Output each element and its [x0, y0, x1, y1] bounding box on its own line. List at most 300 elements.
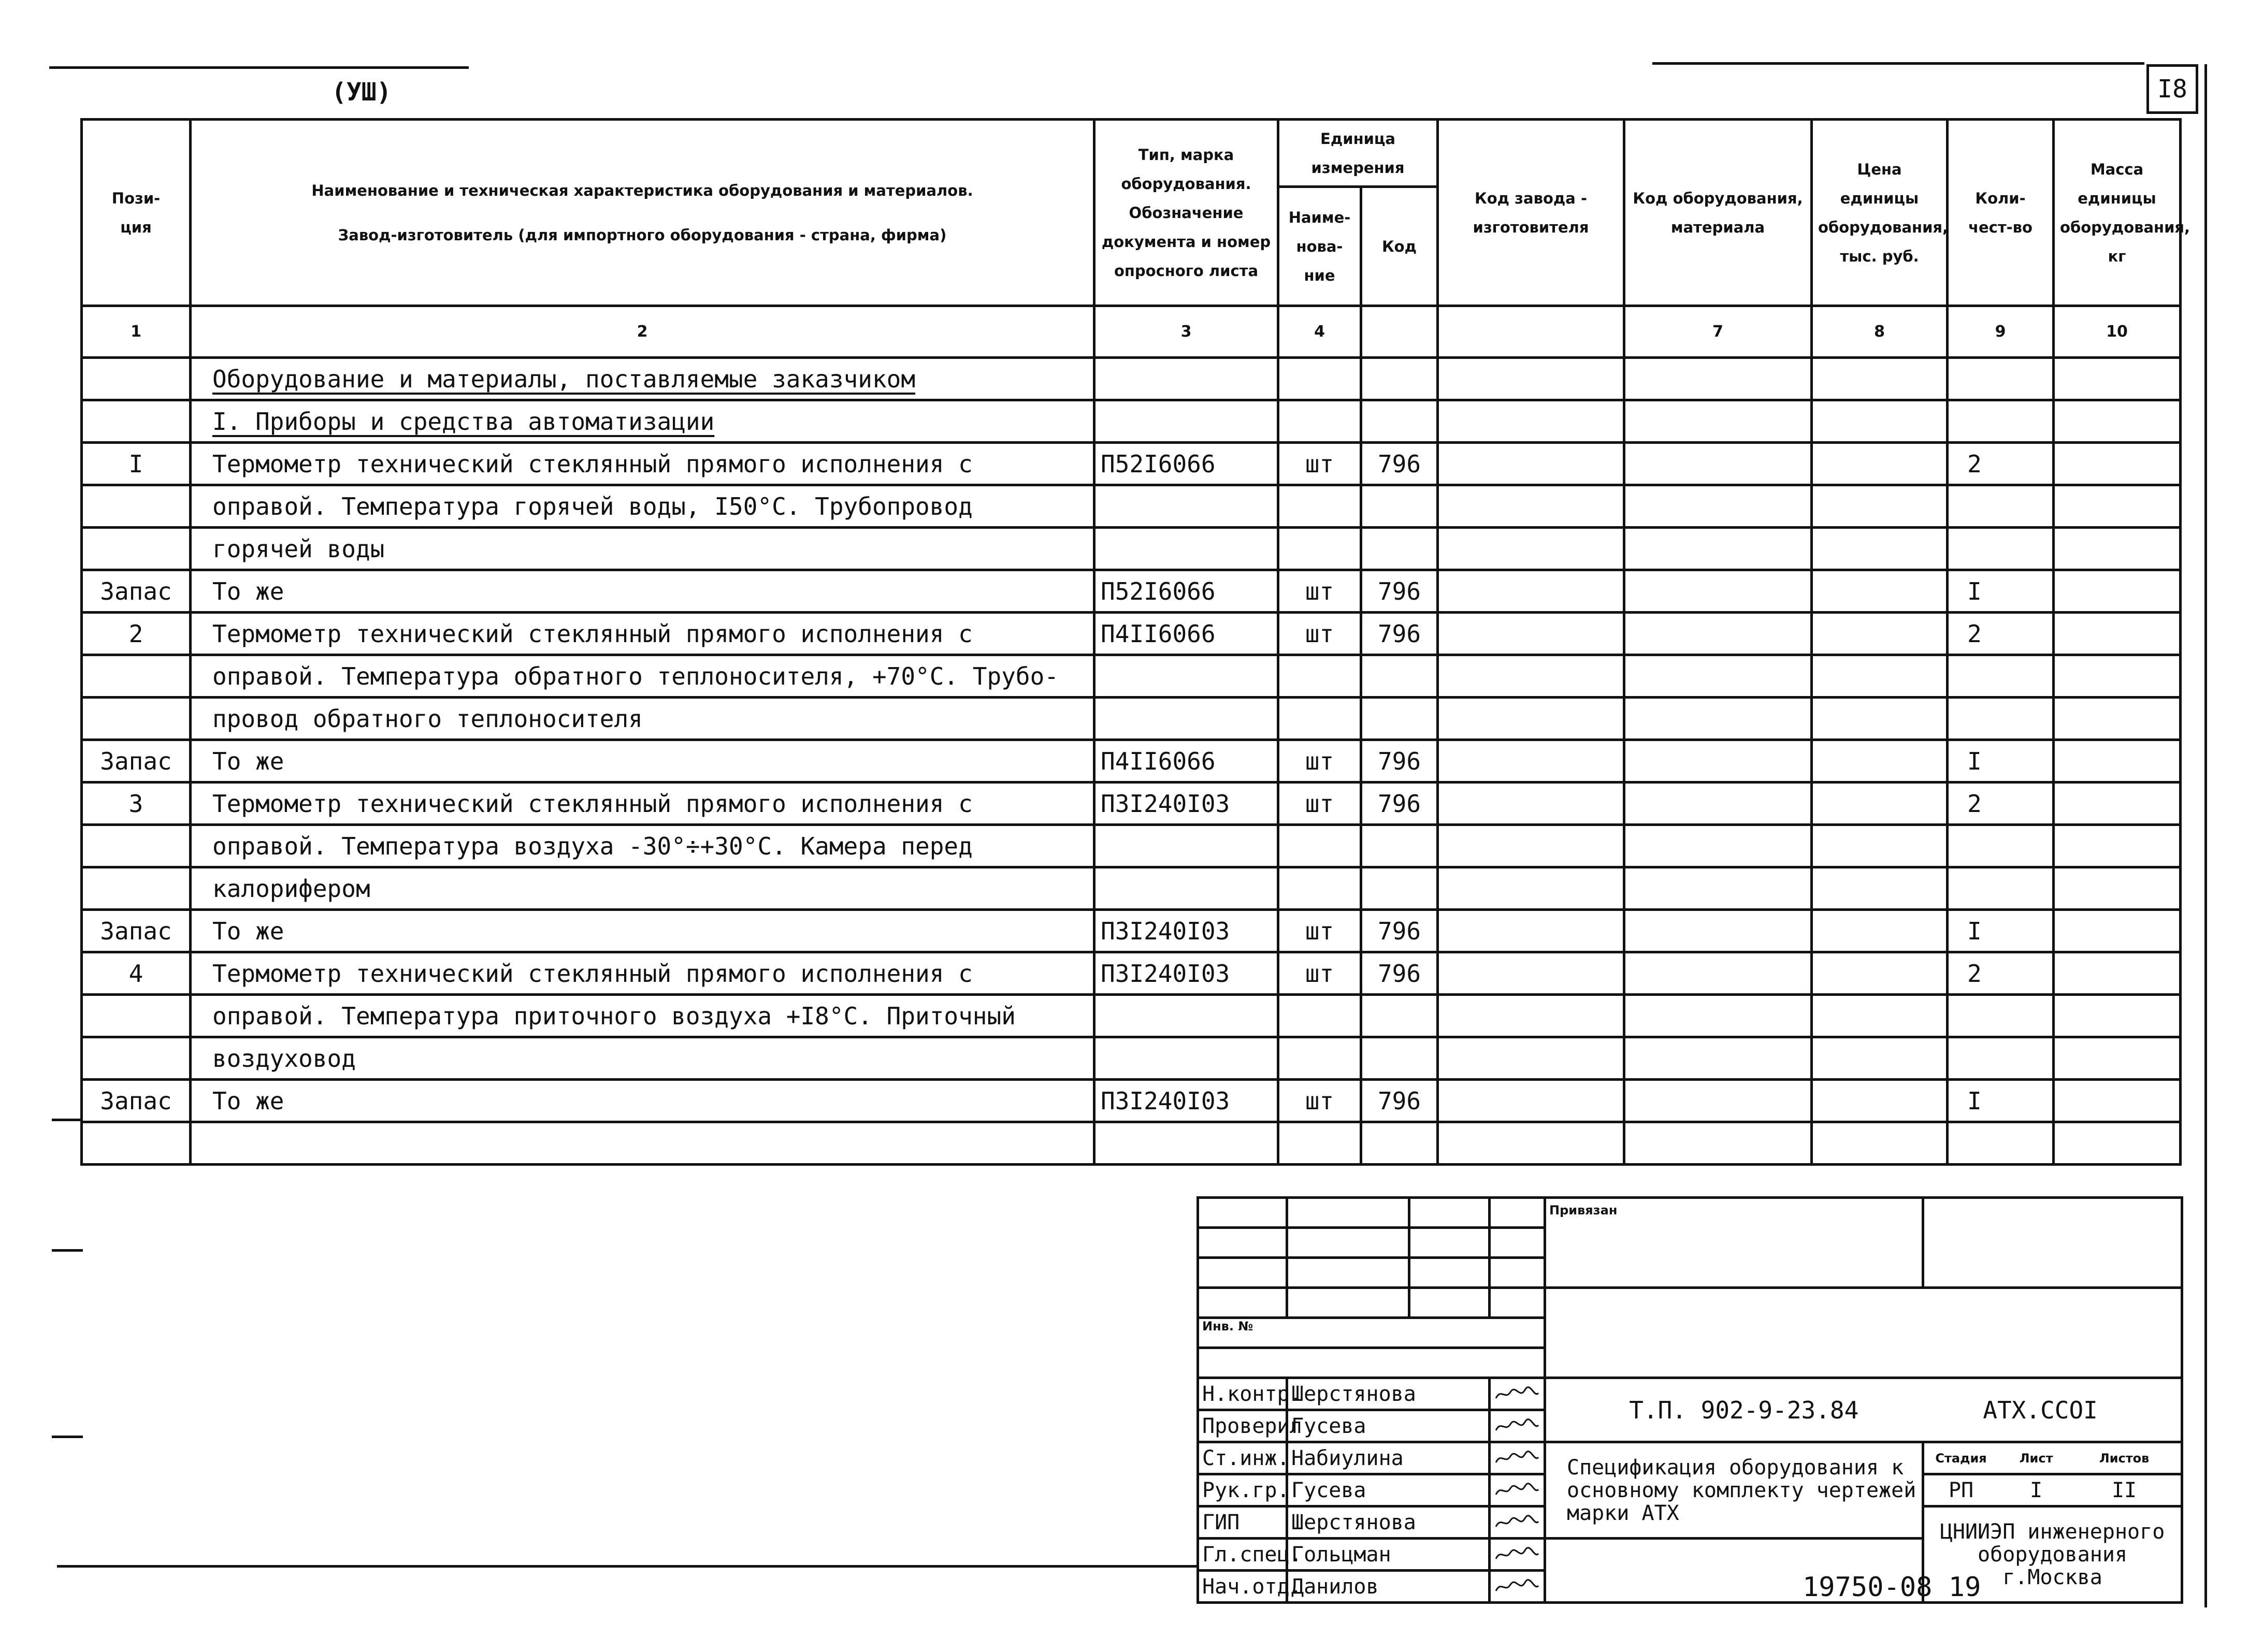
signature-name: Набиулина — [1287, 1442, 1490, 1474]
title-block — [1197, 1196, 2183, 1604]
signature-role: Нач.отд. — [1198, 1571, 1287, 1603]
row-description-text: То же — [212, 747, 284, 775]
row-plant-code — [1438, 995, 1624, 1037]
drawing-code: АТХ.ССОI — [1983, 1396, 2098, 1424]
signature-role: Проверил — [1198, 1410, 1287, 1442]
row-unit-code — [1361, 400, 1438, 443]
row-description-text: горячей воды — [212, 534, 385, 563]
row-position-text: Запас — [100, 1086, 172, 1115]
row-type — [1094, 1122, 1278, 1165]
row-unit — [1278, 570, 1361, 613]
row-type — [1094, 825, 1278, 867]
row-description — [191, 485, 1094, 528]
row-position — [82, 443, 191, 485]
row-plant-code — [1438, 867, 1624, 910]
table-row — [82, 698, 2181, 740]
row-equipment-code — [1624, 995, 1812, 1037]
row-type — [1094, 698, 1278, 740]
signature-mark — [1490, 1506, 1545, 1539]
row-position — [82, 1080, 191, 1122]
table-row — [82, 570, 2181, 613]
sheet-value: I — [2030, 1478, 2043, 1502]
row-position — [82, 910, 191, 952]
table-row — [82, 528, 2181, 570]
row-plant-code — [1438, 825, 1624, 867]
row-unit-text: шт — [1305, 1086, 1334, 1115]
row-type-text: П3I240I03 — [1101, 917, 1230, 945]
stamp-codes — [1545, 1378, 2182, 1442]
column-number: 2 — [191, 306, 1094, 358]
row-position-text: 4 — [128, 959, 143, 988]
row-unit-code-text: 796 — [1377, 450, 1421, 478]
signature-mark — [1490, 1571, 1545, 1603]
header-unit-group: Единица измерения — [1278, 120, 1438, 187]
left-tick-3 — [52, 1436, 83, 1438]
stamp-inv-no — [1198, 1318, 1545, 1348]
row-unit-code — [1361, 995, 1438, 1037]
row-type-text: П3I240I03 — [1101, 959, 1230, 988]
row-position-text: Запас — [100, 577, 172, 605]
table-row — [82, 995, 2181, 1037]
table-row — [82, 740, 2181, 782]
row-price — [1812, 825, 1948, 867]
signature-role: Ст.инж. — [1198, 1442, 1287, 1474]
row-mass — [2054, 655, 2181, 698]
row-plant-code — [1438, 698, 1624, 740]
row-unit — [1278, 825, 1361, 867]
stamp-privyazan — [1545, 1198, 1923, 1288]
row-unit-code-text: 796 — [1377, 959, 1421, 988]
row-plant-code — [1438, 1037, 1624, 1080]
table-row — [82, 952, 2181, 995]
column-number — [1438, 306, 1624, 358]
row-mass — [2054, 995, 2181, 1037]
row-equipment-code — [1624, 782, 1812, 825]
signature-scribble-icon — [1494, 1449, 1540, 1468]
signature-scribble-icon — [1494, 1545, 1540, 1564]
row-position — [82, 698, 191, 740]
row-quantity — [1948, 1037, 2054, 1080]
row-price — [1812, 1122, 1948, 1165]
column-number: 7 — [1624, 306, 1812, 358]
row-unit-code — [1361, 528, 1438, 570]
table-row — [82, 613, 2181, 655]
row-quantity — [1948, 867, 2054, 910]
row-plant-code — [1438, 1080, 1624, 1122]
row-equipment-code — [1624, 358, 1812, 400]
row-mass — [2054, 400, 2181, 443]
row-description — [191, 1122, 1094, 1165]
row-equipment-code — [1624, 655, 1812, 698]
row-price — [1812, 528, 1948, 570]
row-quantity-text: I — [1967, 917, 1982, 945]
row-type-text: П3I240I03 — [1101, 1086, 1230, 1115]
row-position — [82, 782, 191, 825]
row-quantity — [1948, 825, 2054, 867]
row-description-text: оправой. Температура горячей воды, I50°C. Трубопровод — [212, 492, 973, 520]
signature-role: Рук.гр. — [1198, 1474, 1287, 1506]
row-position — [82, 613, 191, 655]
table-row — [82, 358, 2181, 400]
table-row — [82, 1122, 2181, 1165]
right-margin-line — [2204, 64, 2207, 1607]
row-unit-code — [1361, 613, 1438, 655]
signature-role: Гл.спец. — [1198, 1539, 1287, 1571]
row-position — [82, 995, 191, 1037]
row-quantity — [1948, 740, 2054, 782]
row-equipment-code — [1624, 740, 1812, 782]
row-quantity — [1948, 400, 2054, 443]
row-type — [1094, 358, 1278, 400]
row-description-text: калорифером — [212, 874, 370, 903]
row-mass — [2054, 358, 2181, 400]
signature-row — [1198, 1378, 2182, 1410]
header-equipment-code: Код оборудования, материала — [1624, 120, 1812, 306]
header-name-line2: Завод-изготовитель (для импортного оборудования - страна, фирма) — [338, 226, 947, 244]
table-row — [82, 485, 2181, 528]
row-unit-text: шт — [1305, 959, 1334, 988]
row-quantity — [1948, 1080, 2054, 1122]
row-unit-code — [1361, 825, 1438, 867]
row-unit — [1278, 782, 1361, 825]
row-equipment-code — [1624, 485, 1812, 528]
table-row — [82, 825, 2181, 867]
signature-scribble-icon — [1494, 1481, 1540, 1500]
row-quantity — [1948, 443, 2054, 485]
signature-scribble-icon — [1494, 1513, 1540, 1532]
row-mass — [2054, 570, 2181, 613]
row-quantity — [1948, 782, 2054, 825]
row-unit — [1278, 485, 1361, 528]
row-unit — [1278, 867, 1361, 910]
top-rule-left — [49, 66, 469, 69]
table-row — [82, 1080, 2181, 1122]
row-unit-code — [1361, 570, 1438, 613]
header-quantity: Коли-чест-во — [1948, 120, 2054, 306]
header-unit-code: Код — [1361, 187, 1438, 306]
row-quantity — [1948, 613, 2054, 655]
signature-name: Гусева — [1287, 1410, 1490, 1442]
row-mass — [2054, 952, 2181, 995]
row-unit-code-text: 796 — [1377, 577, 1421, 605]
row-plant-code — [1438, 910, 1624, 952]
row-description-text: Оборудование и материалы, поставляемые заказчиком — [212, 365, 916, 393]
row-unit — [1278, 910, 1361, 952]
column-number-row — [82, 306, 2181, 358]
row-unit — [1278, 528, 1361, 570]
stamp-signatures — [1198, 1378, 2182, 1603]
row-equipment-code — [1624, 1080, 1812, 1122]
row-description-text: Термометр технический стеклянный прямого исполнения с — [212, 450, 973, 478]
row-price — [1812, 400, 1948, 443]
row-description-text: То же — [212, 917, 284, 945]
row-type — [1094, 740, 1278, 782]
row-unit — [1278, 952, 1361, 995]
row-description — [191, 995, 1094, 1037]
row-description — [191, 358, 1094, 400]
row-unit-code — [1361, 1122, 1438, 1165]
row-description — [191, 910, 1094, 952]
row-unit-code — [1361, 1037, 1438, 1080]
row-description — [191, 570, 1094, 613]
header-name-line1: Наименование и техническая характеристика оборудования и материалов. — [311, 181, 973, 199]
row-quantity-text: 2 — [1967, 619, 1982, 648]
row-position-text: Запас — [100, 917, 172, 945]
row-plant-code — [1438, 1122, 1624, 1165]
row-quantity — [1948, 910, 2054, 952]
row-price — [1812, 613, 1948, 655]
row-description — [191, 443, 1094, 485]
row-mass — [2054, 528, 2181, 570]
header-name — [191, 120, 1094, 306]
row-quantity — [1948, 952, 2054, 995]
signature-row — [1198, 1442, 2182, 1474]
row-mass — [2054, 1037, 2181, 1080]
signature-mark — [1490, 1539, 1545, 1571]
row-quantity — [1948, 698, 2054, 740]
row-unit-code — [1361, 782, 1438, 825]
row-mass — [2054, 867, 2181, 910]
inv-no-label: Инв. № — [1202, 1319, 1253, 1334]
column-number: 1 — [82, 306, 191, 358]
sheet-number: I8 — [2157, 75, 2187, 104]
row-description-text: Термометр технический стеклянный прямого исполнения с — [212, 959, 973, 988]
row-quantity — [1948, 995, 2054, 1037]
section-roman: (УШ) — [331, 78, 392, 107]
row-mass — [2054, 825, 2181, 867]
row-equipment-code — [1624, 825, 1812, 867]
row-equipment-code — [1624, 400, 1812, 443]
project-code: Т.П. 902-9-23.84 — [1629, 1396, 1859, 1424]
row-type — [1094, 443, 1278, 485]
row-type — [1094, 867, 1278, 910]
row-price — [1812, 698, 1948, 740]
row-quantity — [1948, 1122, 2054, 1165]
row-equipment-code — [1624, 570, 1812, 613]
row-quantity — [1948, 655, 2054, 698]
row-mass — [2054, 1122, 2181, 1165]
signature-role: Н.контр. — [1198, 1378, 1287, 1410]
row-position — [82, 1122, 191, 1165]
row-type — [1094, 655, 1278, 698]
row-equipment-code — [1624, 952, 1812, 995]
column-number: 4 — [1278, 306, 1361, 358]
row-position — [82, 400, 191, 443]
column-number: 8 — [1812, 306, 1948, 358]
stage-value: РП — [1948, 1478, 1974, 1502]
row-description — [191, 782, 1094, 825]
row-description — [191, 952, 1094, 995]
specification-table — [80, 118, 2190, 1166]
row-unit-code — [1361, 1080, 1438, 1122]
signature-name: Шерстянова — [1287, 1378, 1490, 1410]
row-description — [191, 1037, 1094, 1080]
row-unit — [1278, 358, 1361, 400]
row-unit — [1278, 400, 1361, 443]
row-equipment-code — [1624, 867, 1812, 910]
row-position — [82, 570, 191, 613]
row-unit-text: шт — [1305, 450, 1334, 478]
row-type — [1094, 570, 1278, 613]
row-price — [1812, 570, 1948, 613]
row-position — [82, 740, 191, 782]
row-price — [1812, 910, 1948, 952]
header-row — [82, 120, 2181, 187]
header-unit-name: Наиме-нова-ние — [1278, 187, 1361, 306]
row-equipment-code — [1624, 1122, 1812, 1165]
row-unit-code — [1361, 867, 1438, 910]
row-quantity — [1948, 485, 2054, 528]
row-price — [1812, 655, 1948, 698]
sheets-value: II — [2111, 1478, 2137, 1502]
signature-role: ГИП — [1198, 1506, 1287, 1539]
row-position — [82, 867, 191, 910]
column-number — [1361, 306, 1438, 358]
row-equipment-code — [1624, 698, 1812, 740]
stage-label: Стадия — [1935, 1451, 1987, 1466]
row-equipment-code — [1624, 910, 1812, 952]
row-position — [82, 1037, 191, 1080]
row-position-text: I — [128, 450, 143, 478]
row-type-text: П52I6066 — [1101, 450, 1216, 478]
header-type: Тип, марка оборудования. Обозначение документа и номер опросного листа — [1094, 120, 1278, 306]
row-price — [1812, 995, 1948, 1037]
row-type — [1094, 1037, 1278, 1080]
signature-scribble-icon — [1494, 1417, 1540, 1436]
left-tick-1 — [52, 1119, 83, 1121]
row-quantity-text: 2 — [1967, 450, 1982, 478]
header-position: Пози- ция — [82, 120, 191, 306]
sheet-number-box — [2146, 64, 2198, 114]
row-position-text: 3 — [128, 789, 143, 818]
row-description-text: воздуховод — [212, 1044, 356, 1073]
footer-code: 19750-08 19 — [1803, 1572, 1981, 1603]
row-unit-code-text: 796 — [1377, 619, 1421, 648]
signature-name: Данилов — [1287, 1571, 1490, 1603]
row-price — [1812, 782, 1948, 825]
signature-mark — [1490, 1378, 1545, 1410]
signature-scribble-icon — [1494, 1385, 1540, 1403]
row-quantity-text: 2 — [1967, 959, 1982, 988]
row-unit — [1278, 655, 1361, 698]
row-price — [1812, 1080, 1948, 1122]
signature-scribble-icon — [1494, 1577, 1540, 1596]
table-row — [82, 867, 2181, 910]
row-type-text: П52I6066 — [1101, 577, 1216, 605]
row-equipment-code — [1624, 443, 1812, 485]
row-position — [82, 655, 191, 698]
row-unit-text: шт — [1305, 619, 1334, 648]
column-number: 10 — [2054, 306, 2181, 358]
header-mass: Масса единицы оборудования, кг — [2054, 120, 2181, 306]
table-row — [82, 443, 2181, 485]
table-row — [82, 1037, 2181, 1080]
table-row — [82, 910, 2181, 952]
row-mass — [2054, 698, 2181, 740]
document-title: Спецификация оборудования к основному комплекту чертежей марки АТХ — [1545, 1442, 1923, 1539]
row-unit-code — [1361, 952, 1438, 995]
row-description — [191, 1080, 1094, 1122]
row-type — [1094, 782, 1278, 825]
signature-mark — [1490, 1410, 1545, 1442]
row-description-text: То же — [212, 1086, 284, 1115]
row-position — [82, 358, 191, 400]
row-description-text: оправой. Температура обратного теплоносителя, +70°C. Трубо- — [212, 662, 1059, 690]
row-quantity — [1948, 358, 2054, 400]
row-price — [1812, 740, 1948, 782]
table-row — [82, 782, 2181, 825]
row-plant-code — [1438, 570, 1624, 613]
row-unit-code — [1361, 443, 1438, 485]
row-unit-code-text: 796 — [1377, 917, 1421, 945]
row-description — [191, 740, 1094, 782]
row-unit-code — [1361, 740, 1438, 782]
table-row — [82, 655, 2181, 698]
row-type — [1094, 528, 1278, 570]
row-description-text: Термометр технический стеклянный прямого исполнения с — [212, 619, 973, 648]
row-position — [82, 952, 191, 995]
row-unit — [1278, 995, 1361, 1037]
row-description — [191, 528, 1094, 570]
row-type-text: П3I240I03 — [1101, 789, 1230, 818]
row-description — [191, 867, 1094, 910]
row-description — [191, 613, 1094, 655]
row-position — [82, 485, 191, 528]
row-type-text: П4II6066 — [1101, 619, 1216, 648]
row-plant-code — [1438, 613, 1624, 655]
row-type-text: П4II6066 — [1101, 747, 1216, 775]
row-quantity-text: I — [1967, 1086, 1982, 1115]
row-mass — [2054, 910, 2181, 952]
top-rule-right — [1652, 62, 2144, 65]
row-unit-text: шт — [1305, 789, 1334, 818]
row-unit-code-text: 796 — [1377, 747, 1421, 775]
stage-sheet-values — [1923, 1474, 2182, 1506]
row-unit — [1278, 740, 1361, 782]
row-unit — [1278, 698, 1361, 740]
row-description-text: Термометр технический стеклянный прямого исполнения с — [212, 789, 973, 818]
row-description-text: I. Приборы и средства автоматизации — [212, 407, 715, 436]
row-description — [191, 698, 1094, 740]
row-type — [1094, 613, 1278, 655]
row-equipment-code — [1624, 1037, 1812, 1080]
row-unit — [1278, 1122, 1361, 1165]
row-plant-code — [1438, 782, 1624, 825]
row-unit-code — [1361, 655, 1438, 698]
row-unit-code — [1361, 698, 1438, 740]
row-unit — [1278, 443, 1361, 485]
row-unit — [1278, 613, 1361, 655]
row-plant-code — [1438, 952, 1624, 995]
row-type — [1094, 910, 1278, 952]
signature-name: Гольцман — [1287, 1539, 1490, 1571]
row-plant-code — [1438, 485, 1624, 528]
row-plant-code — [1438, 443, 1624, 485]
row-description — [191, 400, 1094, 443]
privyazan-label: Привязан — [1549, 1203, 1618, 1218]
row-price — [1812, 867, 1948, 910]
table-row — [82, 400, 2181, 443]
stage-sheet-labels — [1923, 1442, 2182, 1474]
row-price — [1812, 952, 1948, 995]
header-plant-code: Код завода - изготовителя — [1438, 120, 1624, 306]
row-position-text: 2 — [128, 619, 143, 648]
row-unit-code — [1361, 485, 1438, 528]
row-mass — [2054, 443, 2181, 485]
row-price — [1812, 1037, 1948, 1080]
row-quantity-text: I — [1967, 747, 1982, 775]
sheet-label: Лист — [2019, 1451, 2053, 1466]
